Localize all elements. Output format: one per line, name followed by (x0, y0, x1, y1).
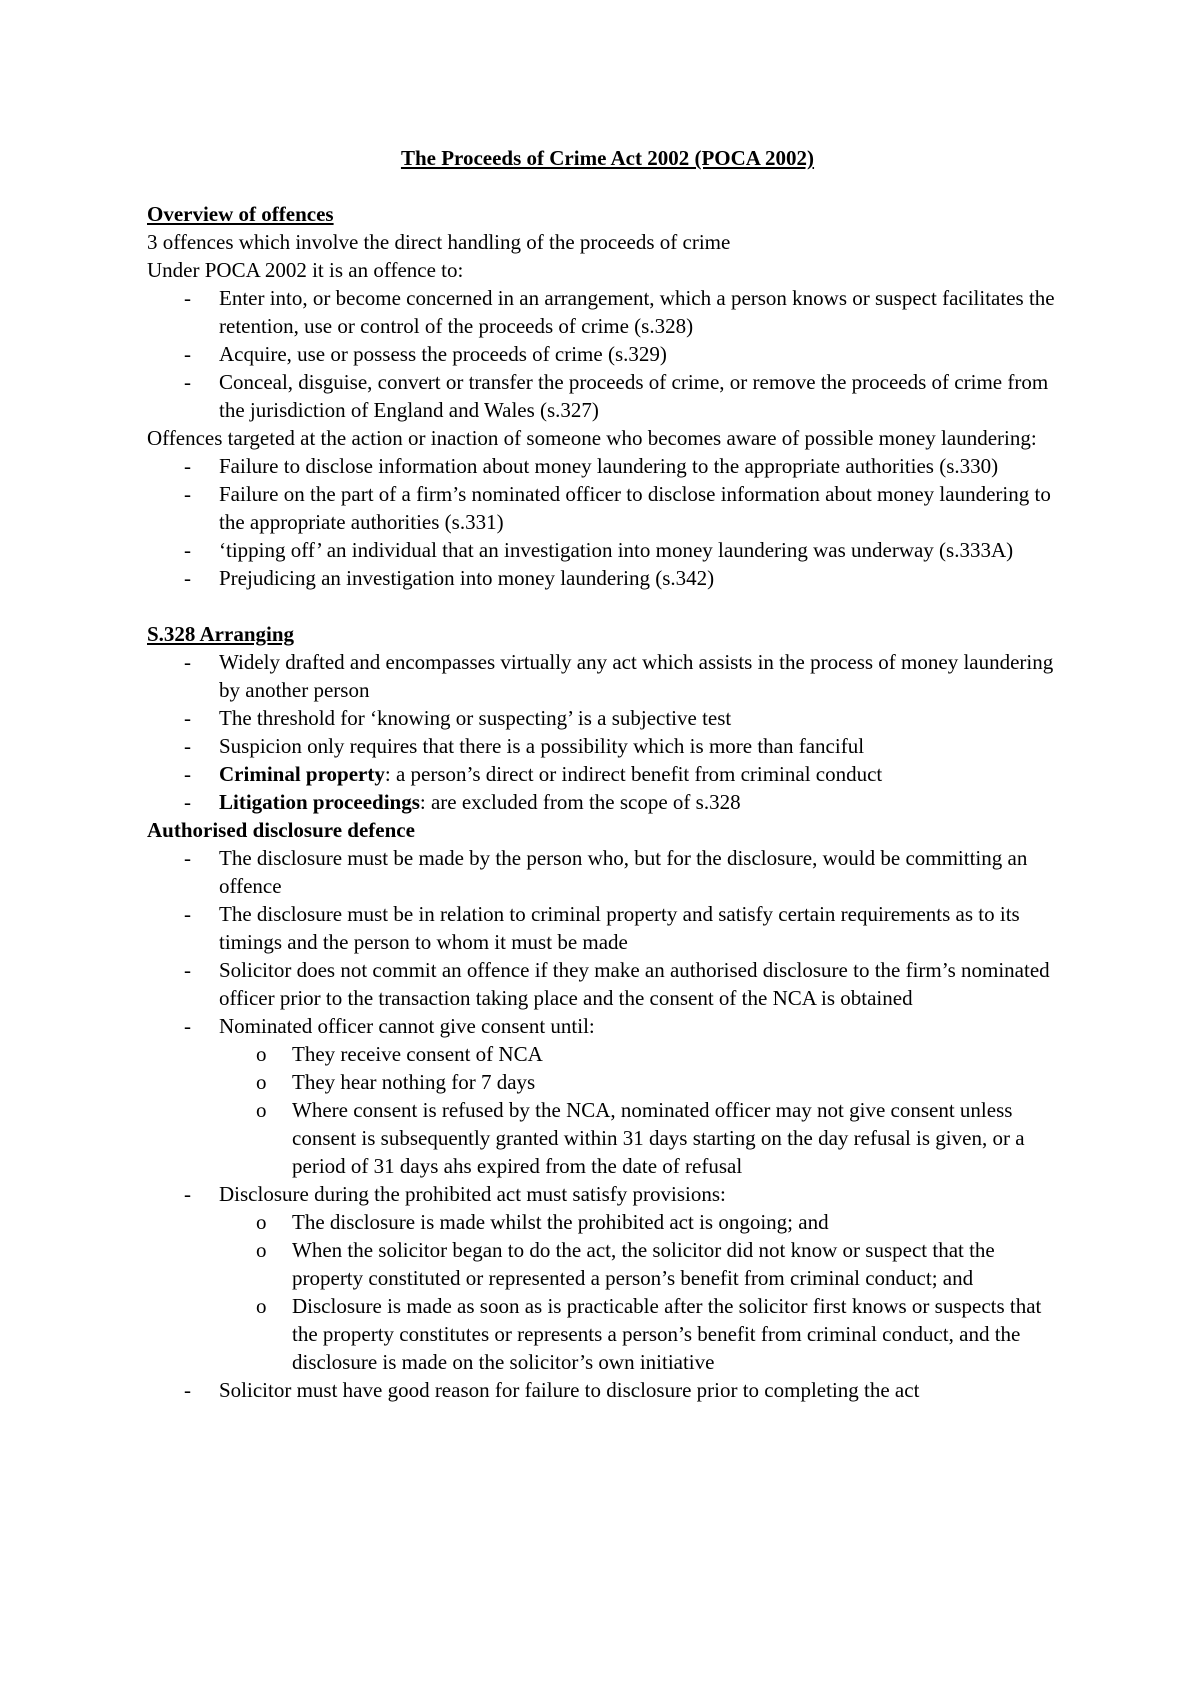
sub-list-item (256, 1236, 1068, 1292)
list-item-text: Conceal, disguise, convert or transfer the proceeds of crime, or remove the proceeds of crime from the jurisdiction of England and Wales (s.327) (219, 370, 1049, 422)
list-item-text: Solicitor does not commit an offence if they make an authorised disclosure to the firm’s nominated officer prior to the transaction taking place and the consent of the NCA is obtained (219, 958, 1050, 1010)
criminal-property-term: Criminal property (219, 762, 385, 786)
list-item (184, 844, 1068, 900)
sub-list-item (256, 1208, 1068, 1236)
overview-intro: 3 offences which involve the direct handling of the proceeds of crime (147, 230, 731, 254)
circle-bullet: o (256, 1098, 267, 1122)
dash-bullet: - (184, 342, 191, 366)
overview-targeted: Offences targeted at the action or inaction of someone who becomes aware of possible money laundering: (147, 426, 1037, 450)
dash-bullet: - (184, 370, 191, 394)
sub-list-item-text: When the solicitor began to do the act, the solicitor did not know or suspect that the property constituted or represented a person’s benefit from criminal conduct; and (292, 1238, 995, 1290)
sub-list-item (256, 1040, 1068, 1068)
sub-list-item (256, 1068, 1068, 1096)
list-item (184, 480, 1068, 536)
list-item (184, 732, 1068, 760)
list-item-text: Prejudicing an investigation into money laundering (s.342) (219, 566, 715, 590)
list-item-text: Failure to disclose information about money laundering to the appropriate authorities (s.330) (219, 454, 999, 478)
circle-bullet: o (256, 1238, 267, 1262)
list-item (184, 1012, 1068, 1180)
dash-bullet: - (184, 286, 191, 310)
list-item (184, 788, 1068, 816)
sub-list-item-text: The disclosure is made whilst the prohibited act is ongoing; and (292, 1210, 829, 1234)
dash-bullet: - (184, 762, 191, 786)
dash-bullet: - (184, 734, 191, 758)
document-title: The Proceeds of Crime Act 2002 (POCA 2002) (400, 146, 815, 170)
sub-list-item (256, 1292, 1068, 1376)
defence-list (147, 844, 1068, 1404)
list-item-text: Nominated officer cannot give consent until: (219, 1014, 595, 1038)
dash-bullet: - (184, 650, 191, 674)
dash-bullet: - (184, 1378, 191, 1402)
dash-bullet: - (184, 1014, 191, 1038)
sub-list-item-text: Disclosure is made as soon as is practicable after the solicitor first knows or suspects that the property constitutes or represents a person’s benefit from criminal conduct, and the disclosure is made on the solicitor’s own initiative (292, 1294, 1042, 1374)
list-item (184, 536, 1068, 564)
list-item-text: Widely drafted and encompasses virtually any act which assists in the process of money laundering by another person (219, 650, 1054, 702)
list-item (184, 1376, 1068, 1404)
list-item (184, 564, 1068, 592)
list-item-text: ‘tipping off’ an individual that an investigation into money laundering was underway (s.333A) (219, 538, 1014, 562)
sub-list-item-text: Where consent is refused by the NCA, nominated officer may not give consent unless consent is subsequently granted within 31 days starting on the day refusal is given, or a period of 31 days ahs expired from the date of refusal (292, 1098, 1025, 1178)
dash-bullet: - (184, 958, 191, 982)
circle-bullet: o (256, 1210, 267, 1234)
criminal-property-definition: : a person’s direct or indirect benefit from criminal conduct (384, 762, 883, 786)
list-item-text: The disclosure must be made by the person who, but for the disclosure, would be committing an offence (219, 846, 1028, 898)
circle-bullet: o (256, 1294, 267, 1318)
litigation-definition: : are excluded from the scope of s.328 (419, 790, 741, 814)
circle-bullet: o (256, 1070, 267, 1094)
dash-bullet: - (184, 454, 191, 478)
dash-bullet: - (184, 902, 191, 926)
list-item (184, 704, 1068, 732)
sub-list-item (256, 1096, 1068, 1180)
list-item-text: Enter into, or become concerned in an arrangement, which a person knows or suspect facilitates the retention, use or control of the proceeds of crime (s.328) (219, 286, 1055, 338)
litigation-term: Litigation proceedings (219, 790, 420, 814)
list-item (184, 340, 1068, 368)
list-item-text: Solicitor must have good reason for failure to disclosure prior to completing the act (219, 1378, 920, 1402)
list-item (184, 452, 1068, 480)
list-item-text: Disclosure during the prohibited act must satisfy provisions: (219, 1182, 726, 1206)
sub-list-item-text: They hear nothing for 7 days (292, 1070, 536, 1094)
defence-heading: Authorised disclosure defence (147, 818, 415, 842)
dash-bullet: - (184, 706, 191, 730)
dash-bullet: - (184, 846, 191, 870)
during-act-sublist (219, 1208, 1068, 1376)
list-item-text: The disclosure must be in relation to criminal property and satisfy certain requirements as to its timings and the person to whom it must be made (219, 902, 1020, 954)
list-item (184, 648, 1068, 704)
dash-bullet: - (184, 538, 191, 562)
dash-bullet: - (184, 566, 191, 590)
overview-under-poca: Under POCA 2002 it is an offence to: (147, 258, 464, 282)
list-item (184, 900, 1068, 956)
dash-bullet: - (184, 482, 191, 506)
list-item-text: Acquire, use or possess the proceeds of crime (s.329) (219, 342, 667, 366)
sub-list-item-text: They receive consent of NCA (292, 1042, 543, 1066)
dash-bullet: - (184, 790, 191, 814)
section-spacer (147, 592, 1068, 620)
dash-bullet: - (184, 1182, 191, 1206)
list-item (184, 284, 1068, 340)
list-item-text: Suspicion only requires that there is a possibility which is more than fanciful (219, 734, 865, 758)
s328-heading: S.328 Arranging (147, 622, 295, 646)
failure-offence-list (147, 452, 1068, 592)
list-item-text: The threshold for ‘knowing or suspecting’ is a subjective test (219, 706, 732, 730)
circle-bullet: o (256, 1042, 267, 1066)
offence-list (147, 284, 1068, 424)
nominated-officer-sublist (219, 1040, 1068, 1180)
overview-heading: Overview of offences (147, 202, 334, 226)
list-item-text: Failure on the part of a firm’s nominated officer to disclose information about money laundering to the appropriate authorities (s.331) (219, 482, 1051, 534)
list-item (184, 1180, 1068, 1376)
list-item (184, 368, 1068, 424)
list-item (184, 956, 1068, 1012)
s328-list (147, 648, 1068, 816)
list-item (184, 760, 1068, 788)
